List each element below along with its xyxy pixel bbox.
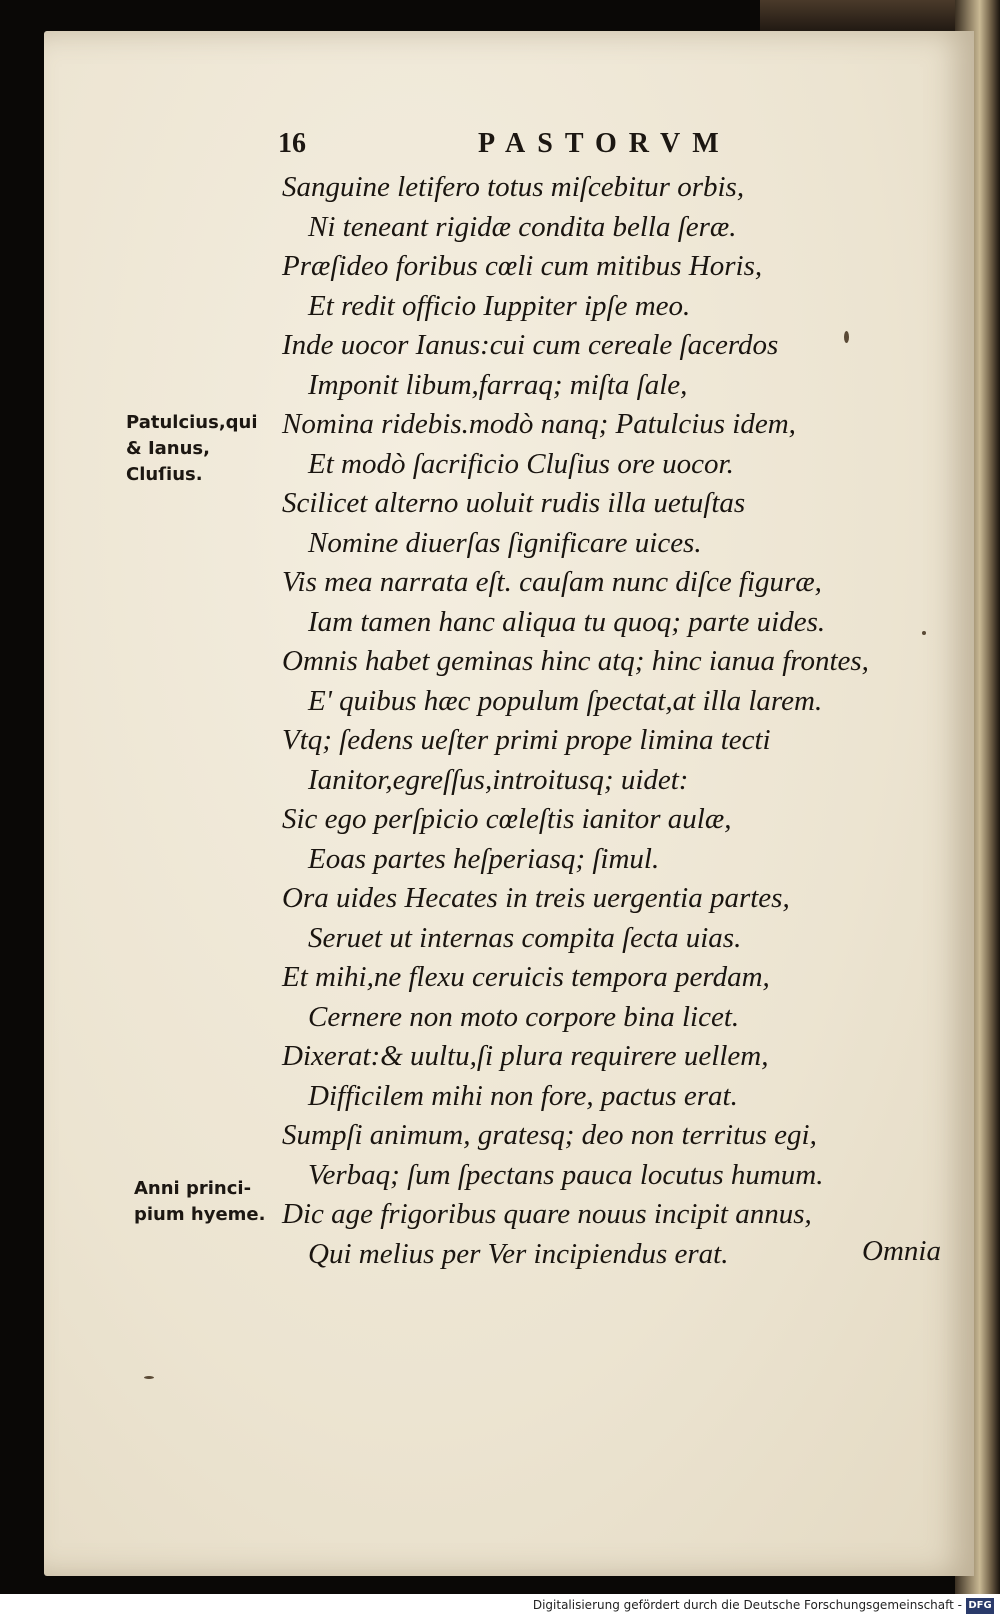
verse-line: Dixerat:& uultu,ſi plura requirere uellem, — [282, 1040, 769, 1072]
margin-note-line: & Ianus, — [126, 438, 210, 459]
verse-line: Et redit officio Iuppiter ipſe meo. — [308, 289, 691, 322]
page-number: 16 — [278, 128, 306, 159]
verse-line: Eoas partes heſperiasq; ſimul. — [308, 842, 660, 875]
margin-note-line: Anni princi- — [134, 1178, 252, 1199]
verse-line: Qui melius per Ver incipiendus erat. — [308, 1237, 729, 1270]
verse-line: Verbaq; ſum ſpectans pauca locutus humum. — [308, 1158, 824, 1191]
page-header — [278, 128, 778, 168]
footer-credit: Digitalisierung gefördert durch die Deutsche Forschungsgemeinschaft - — [532, 1598, 962, 1612]
margin-note-line: pium hyeme. — [134, 1204, 266, 1225]
verse-line: Iam tamen hanc aliqua tu quoq; parte uides. — [308, 605, 826, 638]
dfg-logo: DFG — [966, 1598, 994, 1614]
verse-line: Cernere non moto corpore bina licet. — [308, 1000, 740, 1033]
verse-line: Sanguine letifero totus miſcebitur orbis, — [282, 171, 745, 203]
verse-line: Vtq; ſedens ueſter primi prope limina tecti — [282, 724, 771, 756]
margin-note-line: Patulcius,qui — [126, 412, 258, 433]
verse-line: Sic ego perſpicio cœleſtis ianitor aulæ, — [282, 803, 732, 835]
verse-line: Præſideo foribus cœli cum mitibus Horis, — [282, 250, 763, 282]
verse-line: Nomina ridebis.modò nanq; Patulcius idem, — [282, 408, 796, 440]
verse-block — [282, 168, 922, 1274]
verse-line: Dic age frigoribus quare nouus incipit annus, — [282, 1198, 812, 1230]
verse-line: Ora uides Hecates in treis uergentia partes, — [282, 882, 790, 914]
verse-line: Sumpſi animum, gratesq; deo non territus egi, — [282, 1119, 817, 1151]
verse-line: Imponit libum,farraq; miſta ſale, — [308, 368, 688, 401]
verse-line: E' quibus hæc populum ſpectat,at illa larem. — [308, 684, 823, 717]
verse-line: Et modò ſacrificio Cluſius ore uocor. — [308, 447, 734, 480]
verse-line: Et mihi,ne flexu ceruicis tempora perdam, — [282, 961, 770, 993]
margin-note-janus — [126, 410, 258, 488]
verse-line: Ianitor,egreſſus,introitusq; uidet: — [308, 763, 689, 796]
paper-speck — [144, 1376, 154, 1379]
running-title: PASTORVM — [478, 128, 731, 159]
verse-line: Scilicet alterno uoluit rudis illa uetuſtas — [282, 487, 746, 519]
verse-line: Ni teneant rigidæ condita bella ſeræ. — [308, 210, 737, 243]
digitization-footer — [0, 1594, 1000, 1620]
paper-speck — [922, 631, 926, 635]
margin-note-year-beginning — [134, 1176, 265, 1228]
margin-note-line: Cluſius. — [126, 464, 203, 485]
verse-line: Seruet ut internas compita ſecta uias. — [308, 921, 742, 954]
verse-line: Difficilem mihi non fore, pactus erat. — [308, 1079, 738, 1112]
verse-line: Vis mea narrata eſt. cauſam nunc diſce figuræ, — [282, 566, 822, 598]
verse-line: Nomine diuerſas ſignificare uices. — [308, 526, 702, 559]
catchword: Omnia — [862, 1235, 941, 1267]
verse-line: Inde uocor Ianus:cui cum cereale ſacerdos — [282, 329, 779, 361]
verse-line: Omnis habet geminas hinc atq; hinc ianua frontes, — [282, 645, 869, 677]
